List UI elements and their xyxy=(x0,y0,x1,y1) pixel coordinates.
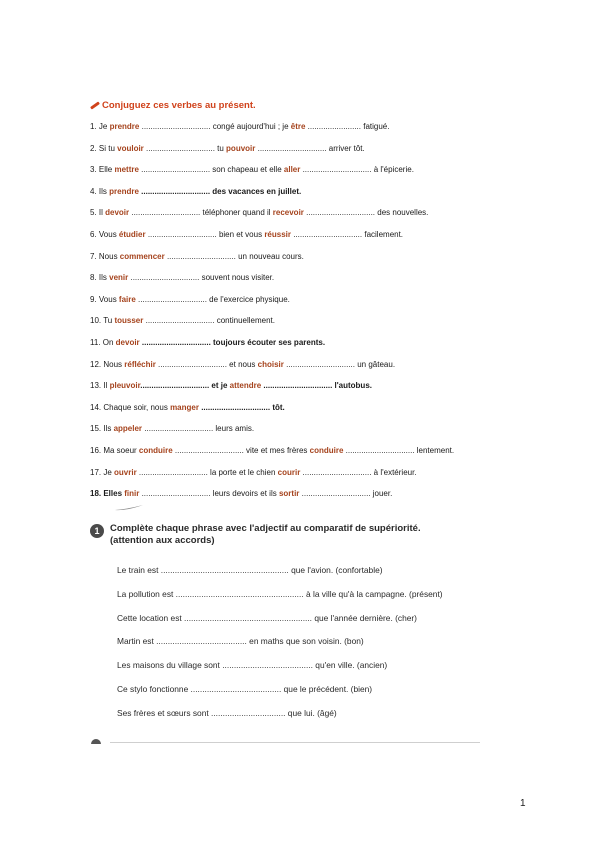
list-item: Ce stylo fonctionne ....................................... que le précédent. (bien) xyxy=(117,683,373,694)
list-item: 16. Ma soeur conduire ............................... vite et mes frères conduire ............................... lentement. xyxy=(90,445,455,455)
decorative-swoosh xyxy=(114,504,144,512)
page-number: 1 xyxy=(520,798,526,809)
list-item: 12. Nous réfléchir ............................... et nous choisir ............................... un gâteau. xyxy=(90,359,396,369)
list-item: Les maisons du village sont ....................................... qu'en ville. (ancien) xyxy=(117,660,388,671)
list-item: 14. Chaque soir, nous manger ............................... tôt. xyxy=(90,402,285,412)
list-item: 13. Il pleuvoir............................... et je attendre ............................... l'autobus. xyxy=(90,381,372,391)
list-item: 17. Je ouvrir ............................... la porte et le chien courir ............................... à l'extérieur. xyxy=(90,467,417,477)
pencil-icon xyxy=(90,101,100,109)
list-item: Martin est ....................................... en maths que son voisin. (bon) xyxy=(117,636,364,647)
list-item: 18. Elles finir ............................... leurs devoirs et ils sortir ............................... jouer. xyxy=(90,489,393,499)
list-item: Ses frères et sœurs sont ................................ que lui. (âgé) xyxy=(117,707,337,718)
list-item: 3. Elle mettre ............................... son chapeau et elle aller ............................... à l'épicerie. xyxy=(90,165,414,175)
list-item: 7. Nous commencer ............................... un nouveau cours. xyxy=(90,251,304,261)
list-item: 11. On devoir ............................... toujours écouter ses parents. xyxy=(90,337,326,347)
list-item: Le train est ....................................................... que l'avion. (confortable) xyxy=(117,565,383,575)
cropped-next-section xyxy=(90,738,490,744)
exercise2-list xyxy=(117,564,537,731)
list-item: 5. Il devoir ............................... téléphoner quand il recevoir ............................... des nouvelles. xyxy=(90,208,429,218)
exercise1-list xyxy=(90,121,530,510)
list-item: 2. Si tu vouloir ............................... tu pouvoir ............................... arriver tôt. xyxy=(90,143,365,153)
list-item: 15. Ils appeler ............................... leurs amis. xyxy=(90,424,255,434)
list-item: 1. Je prendre ............................... congé aujourd'hui ; je être ........................ fatigué. xyxy=(90,122,390,131)
list-item: 6. Vous étudier ............................... bien et vous réussir ............................... facilement. xyxy=(90,229,404,239)
exercise-number-badge: 1 xyxy=(90,524,104,538)
list-item: 10. Tu tousser ............................... continuellement. xyxy=(90,316,275,326)
exercise2-title: Complète chaque phrase avec l'adjectif au comparatif de supériorité. (attention aux accords) xyxy=(110,523,421,546)
list-item: 4. Ils prendre ............................... des vacances en juillet. xyxy=(90,186,302,196)
exercise1-title: Conjuguez ces verbes au présent. xyxy=(90,100,256,111)
list-item: La pollution est ....................................................... à la ville qu'à la campagne. (présent) xyxy=(117,588,443,599)
list-item: 8. Ils venir ............................... souvent nous visiter. xyxy=(90,273,275,283)
list-item: 9. Vous faire ............................... de l'exercice physique. xyxy=(90,294,290,304)
list-item: Cette location est ....................................................... que l'année dernière. (cher) xyxy=(117,612,417,623)
